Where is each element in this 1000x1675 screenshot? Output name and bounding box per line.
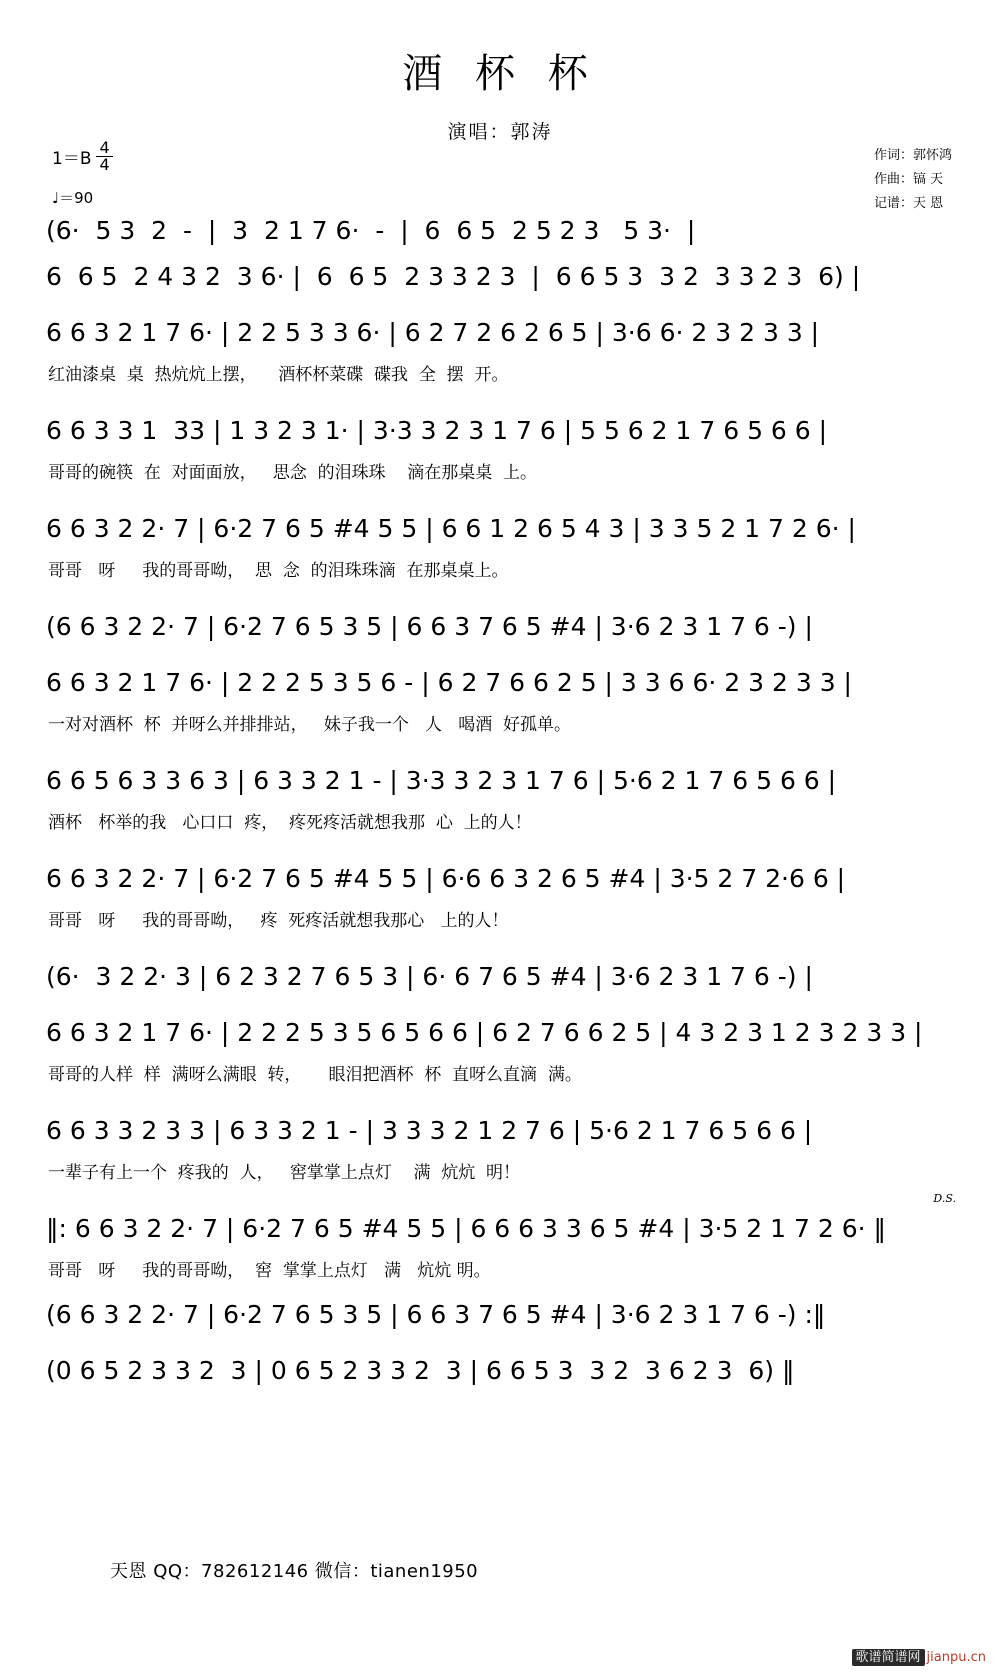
ds-mark: D.S. bbox=[933, 1192, 956, 1205]
contact-footer: 天恩 QQ：782612146 微信：tianen1950 bbox=[110, 1561, 479, 1582]
lyric-line: 哥哥的碗筷 在 对面面放， 思念 的泪珠珠 滴在那桌桌 上。 bbox=[48, 463, 538, 483]
time-signature-denominator: 4 bbox=[99, 155, 110, 174]
notation-line: (6 6 3 2 2· 7 | 6·2 7 6 5 3 5 | 6 6 3 7 6 5 #4 | 3·6 2 3 1 7 6 -) | bbox=[46, 612, 813, 641]
system-row bbox=[0, 664, 1000, 740]
watermark-cn-label: 歌谱简谱网 bbox=[852, 1649, 925, 1666]
lyric-line: 哥哥 呀 我的哥哥呦， 思 念 的泪珠珠滴 在那桌桌上。 bbox=[48, 561, 509, 581]
key-label: 1＝B bbox=[52, 149, 92, 169]
notation-line: (6· 3 2 2· 3 | 6 2 3 2 7 6 5 3 | 6· 6 7 6 5 #4 | 3·6 2 3 1 7 6 -) | bbox=[46, 962, 813, 991]
system-row bbox=[0, 258, 1000, 304]
lyric-line: 红油漆桌 桌 热炕炕上摆， 酒杯杯菜碟 碟我 全 摆 开。 bbox=[48, 365, 509, 385]
tempo-marking: ♩＝90 bbox=[52, 189, 94, 207]
spacer bbox=[0, 1286, 1000, 1296]
system-row bbox=[0, 1296, 1000, 1342]
time-signature bbox=[96, 140, 112, 173]
notation-line: 6 6 3 2 2· 7 | 6·2 7 6 5 #4 5 5 | 6·6 6 3 2 6 5 #4 | 3·5 2 7 2·6 6 | bbox=[46, 864, 846, 893]
system-row bbox=[0, 860, 1000, 936]
lyric-line: 哥哥的人样 样 满呀么满眼 转， 眼泪把酒杯 杯 直呀么直滴 满。 bbox=[48, 1065, 582, 1085]
notation-line: 6 6 3 2 1 7 6· | 2 2 2 5 3 5 6 5 6 6 | 6 2 7 6 6 2 5 | 4 3 2 3 1 2 3 2 3 3 | bbox=[46, 1018, 923, 1047]
spacer bbox=[0, 1188, 1000, 1210]
lyric-line: 哥哥 呀 我的哥哥呦， 窖 掌掌上点灯 满 炕炕 明。 bbox=[48, 1261, 491, 1281]
notation-line: 6 6 3 2 2· 7 | 6·2 7 6 5 #4 5 5 | 6 6 1 2 6 5 4 3 | 3 3 5 2 1 7 2 6· | bbox=[46, 514, 856, 543]
notation-line: (6· 5 3 2 - | 3 2 1 7 6· - | 6 6 5 2 5 2 3 5 3· | bbox=[46, 216, 696, 245]
credits-block bbox=[874, 144, 952, 216]
lyric-line: 一对对酒杯 杯 并呀么并排排站， 妹子我一个 人 喝酒 好孤单。 bbox=[48, 715, 572, 735]
spacer bbox=[0, 654, 1000, 664]
spacer bbox=[0, 1004, 1000, 1014]
spacer bbox=[0, 304, 1000, 314]
system-row bbox=[0, 314, 1000, 390]
spacer bbox=[0, 488, 1000, 510]
system-row bbox=[0, 412, 1000, 488]
time-signature-numerator: 4 bbox=[96, 140, 112, 157]
notation-line: (0 6 5 2 3 3 2 3 | 0 6 5 2 3 3 2 3 | 6 6 5 3 3 2 3 6 2 3 6) ‖ bbox=[46, 1356, 795, 1385]
spacer bbox=[0, 586, 1000, 608]
lyric-line: 一辈子有上一个 疼我的 人， 窖掌掌上点灯 满 炕炕 明！ bbox=[48, 1163, 521, 1183]
watermark-en-label: jianpu.cn bbox=[926, 1650, 986, 1665]
system-row bbox=[0, 510, 1000, 586]
key-signature bbox=[52, 140, 113, 173]
key-and-tempo-block bbox=[52, 140, 113, 208]
site-watermark bbox=[852, 1646, 986, 1665]
notation-line: 6 6 3 3 2 3 3 | 6 3 3 2 1 - | 3 3 3 2 1 2 7 6 | 5·6 2 1 7 6 5 6 6 | bbox=[46, 1116, 813, 1145]
system-row bbox=[0, 212, 1000, 258]
spacer bbox=[0, 838, 1000, 860]
music-body bbox=[0, 212, 1000, 1398]
credit-composer: 作曲：镐 天 bbox=[873, 172, 944, 188]
system-row bbox=[0, 1112, 1000, 1188]
lyric-line: 酒杯 杯举的我 心口口 疼， 疼死疼活就想我那 心 上的人！ bbox=[48, 813, 532, 833]
spacer bbox=[0, 1342, 1000, 1352]
page-title: 酒 杯 杯 bbox=[402, 51, 598, 97]
system-row bbox=[0, 1192, 1000, 1286]
lyric-line: 哥哥 呀 我的哥哥呦， 疼 死疼活就想我那心 上的人！ bbox=[48, 911, 509, 931]
notation-line: ‖: 6 6 3 2 2· 7 | 6·2 7 6 5 #4 5 5 | 6 6 6 3 3 6 5 #4 | 3·5 2 1 7 2 6· ‖ bbox=[46, 1214, 886, 1243]
credit-lyricist: 作词：郭怀鸿 bbox=[873, 148, 952, 163]
spacer bbox=[0, 936, 1000, 958]
notation-line: (6 6 3 2 2· 7 | 6·2 7 6 5 3 5 | 6 6 3 7 6 5 #4 | 3·6 2 3 1 7 6 -) :‖ bbox=[46, 1300, 826, 1329]
system-row bbox=[0, 608, 1000, 654]
singer-line: 演唱：郭涛 bbox=[447, 121, 553, 143]
system-row bbox=[0, 958, 1000, 1004]
credit-transcriber: 记谱：天 恩 bbox=[873, 196, 944, 212]
notation-line: 6 6 5 6 3 3 6 3 | 6 3 3 2 1 - | 3·3 3 2 3 1 7 6 | 5·6 2 1 7 6 5 6 6 | bbox=[46, 766, 837, 795]
system-row bbox=[0, 1014, 1000, 1090]
notation-line: 6 6 3 3 1 33 | 1 3 2 3 1· | 3·3 3 2 3 1 7 6 | 5 5 6 2 1 7 6 5 6 6 | bbox=[46, 416, 828, 445]
notation-line: 6 6 3 2 1 7 6· | 2 2 2 5 3 5 6 - | 6 2 7 6 6 2 5 | 3 3 6 6· 2 3 2 3 3 | bbox=[46, 668, 852, 697]
spacer bbox=[0, 740, 1000, 762]
notation-line: 6 6 3 2 1 7 6· | 2 2 5 3 3 6· | 6 2 7 2 6 2 6 5 | 3·6 6· 2 3 2 3 3 | bbox=[46, 318, 820, 347]
spacer bbox=[0, 1090, 1000, 1112]
system-row bbox=[0, 1352, 1000, 1398]
notation-line: 6 6 5 2 4 3 2 3 6· | 6 6 5 2 3 3 2 3 | 6 6 5 3 3 2 3 3 2 3 6) | bbox=[46, 262, 861, 291]
system-row bbox=[0, 762, 1000, 838]
spacer bbox=[0, 390, 1000, 412]
